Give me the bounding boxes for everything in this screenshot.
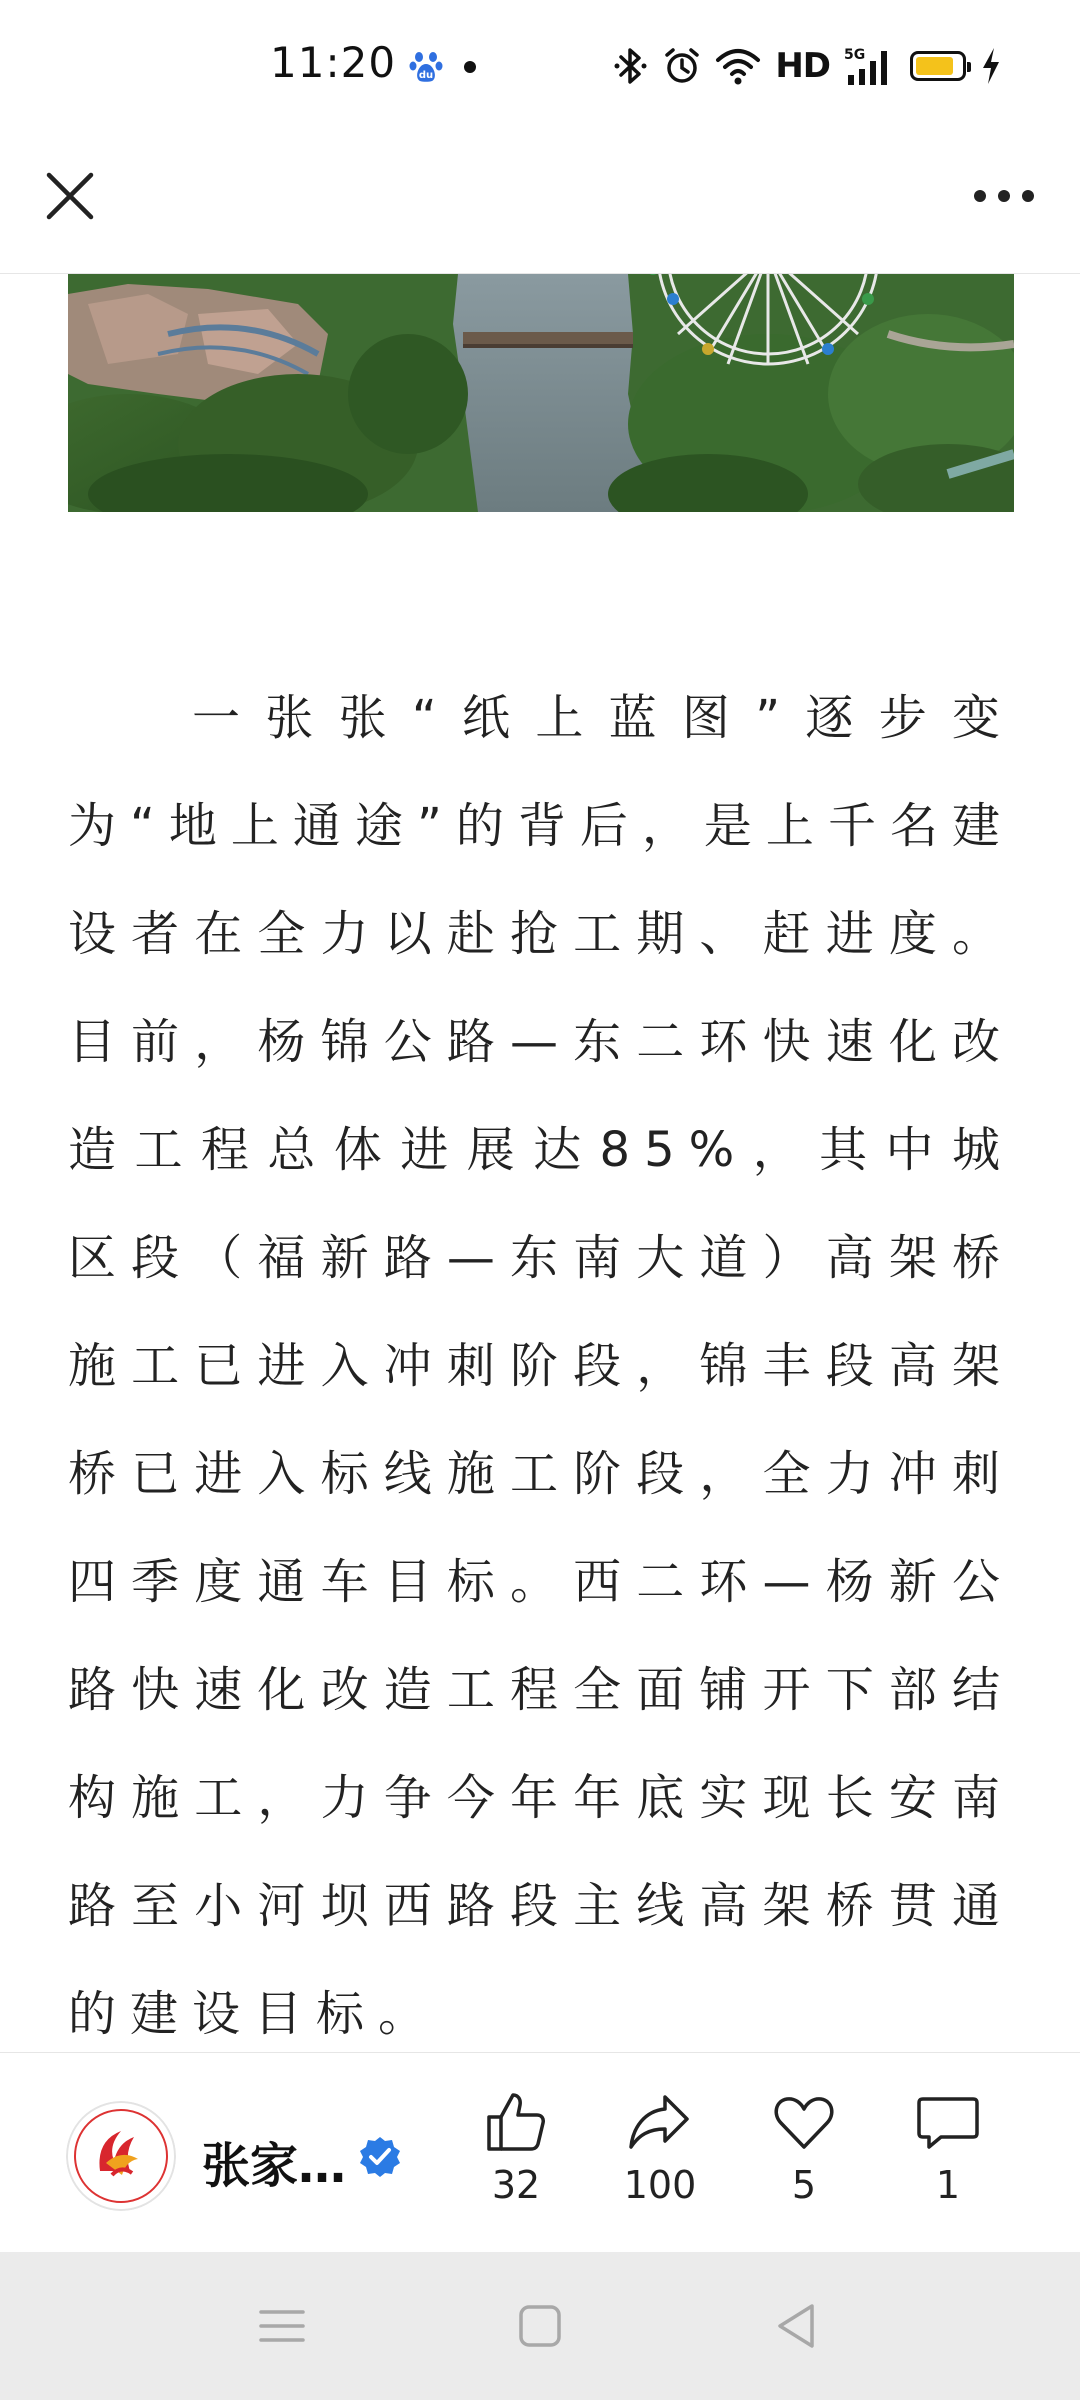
share-button[interactable]	[600, 2089, 720, 2229]
like-count: 32	[491, 2163, 541, 2207]
close-button[interactable]	[40, 166, 100, 226]
account-name[interactable]: 张家…	[202, 2138, 347, 2194]
status-icons	[613, 42, 1002, 90]
system-nav-bar	[0, 2252, 1080, 2400]
home-square-icon	[518, 2304, 562, 2348]
bluetooth-icon	[613, 46, 649, 86]
5g-signal-icon	[844, 45, 896, 87]
back-triangle-icon	[774, 2302, 818, 2350]
favorite-count: 5	[791, 2163, 817, 2207]
thumbs-up-icon	[483, 2089, 549, 2155]
more-options-button[interactable]	[968, 166, 1040, 226]
comment-bubble-icon	[915, 2089, 981, 2155]
favorite-button[interactable]	[744, 2089, 864, 2229]
svg-text:du: du	[418, 70, 434, 81]
article-image-aerial-park[interactable]	[68, 274, 1014, 512]
status-bar	[0, 0, 1080, 130]
verified-badge-icon	[358, 2135, 402, 2179]
article-content[interactable]	[0, 274, 1080, 2052]
action-bar	[0, 2052, 1080, 2252]
like-button[interactable]	[456, 2089, 576, 2229]
charging-icon	[980, 46, 1002, 86]
network-type-label: 5G	[844, 47, 866, 63]
menu-icon	[259, 2306, 305, 2346]
recent-apps-button[interactable]	[242, 2296, 322, 2356]
account-avatar[interactable]	[66, 2101, 176, 2211]
hd-icon: HD	[775, 46, 830, 86]
comment-count: 1	[935, 2163, 961, 2207]
baidu-icon	[408, 48, 444, 84]
article-paragraph: 一张张“纸上蓝图”逐步变为“地上通途”的背后，是上千名建设者在全力以赴抢工期、赶进度。目前，杨锦公路—东二环快速化改造工程总体进展达85%，其中城区段（福新路—东南大道）高架桥施工已进入冲刺阶段，锦丰段高架桥已进入标线施工阶段，全力冲刺四季度通车目标。西二环—杨新公路快速化改造工程全面铺开下部结构施工，力争今年年底实现长安南路至小河坝西路段主线高架桥贯通的建设目标。	[68, 690, 1014, 2042]
share-arrow-icon	[627, 2089, 693, 2155]
home-button[interactable]	[500, 2296, 580, 2356]
battery-level	[916, 57, 953, 75]
notification-dot-icon	[464, 61, 476, 73]
heart-icon	[771, 2089, 837, 2155]
back-button[interactable]	[756, 2296, 836, 2356]
close-icon	[43, 169, 97, 223]
status-time: 11:20	[270, 38, 397, 87]
more-horizontal-icon	[972, 188, 1036, 204]
alarm-icon	[663, 46, 701, 86]
wifi-icon	[715, 46, 761, 86]
account-logo-icon	[66, 2101, 176, 2211]
top-nav	[0, 130, 1080, 274]
share-count: 100	[623, 2163, 697, 2207]
comment-button[interactable]	[888, 2089, 1008, 2229]
battery-icon	[910, 51, 966, 81]
